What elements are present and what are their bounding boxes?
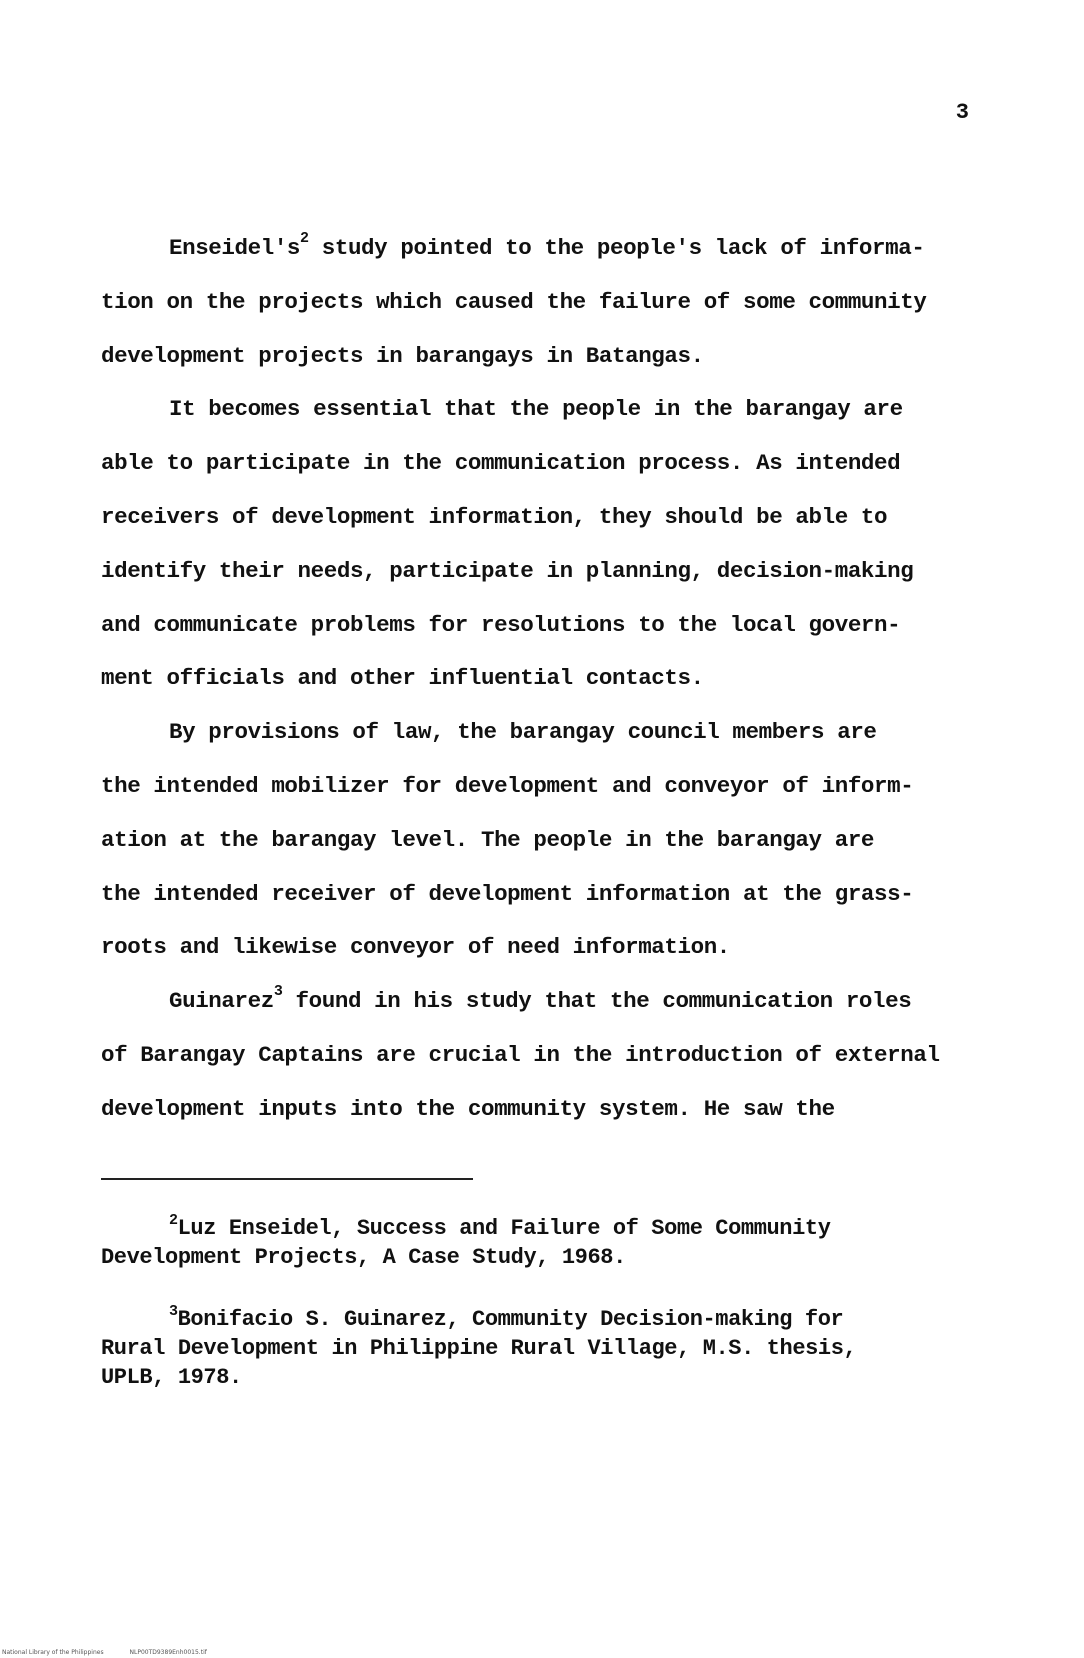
footnote-line: $^3$Bonifacio S. Guinarez, Community Decision-making for xyxy=(169,1303,844,1332)
text-line: By provisions of law, the barangay council members are xyxy=(169,719,877,746)
footnote-ref-3: 3 xyxy=(273,983,283,1001)
footnote-line: $^2$Luz Enseidel, Success and Failure of Some Community xyxy=(169,1212,831,1241)
footnote-3 xyxy=(101,1305,981,1392)
text-line: ation at the barangay level. The people in the barangay are xyxy=(101,826,875,853)
scan-footer xyxy=(2,1649,207,1656)
paragraph-3 xyxy=(101,706,981,975)
footnote-line: UPLB, 1978. xyxy=(101,1365,242,1390)
text-line: receivers of development information, they should be able to xyxy=(101,503,888,530)
scan-library: National Library of the Philippines xyxy=(2,1649,104,1656)
text-line: the intended receiver of development information at the grass- xyxy=(101,880,914,907)
paragraph-4 xyxy=(101,975,981,1136)
text-line: able to participate in the communication process. As intended xyxy=(101,450,901,477)
text-line: identify their needs, participate in planning, decision-making xyxy=(101,557,914,584)
text-line: of Barangay Captains are crucial in the introduction of external xyxy=(101,1041,940,1068)
footnote-line: Rural Development in Philippine Rural Village, M.S. thesis, xyxy=(101,1336,857,1361)
text-line: It becomes essential that the people in the barangay are xyxy=(169,396,903,423)
footnote-rule xyxy=(101,1178,473,1180)
scan-file-id: NLP00TD9389Enh0015.tif xyxy=(129,1649,207,1656)
paragraph-1 xyxy=(101,222,981,383)
footnote-ref-2: 2 xyxy=(300,230,309,247)
text-line: Guinarez$^3$ found in his study that the communication roles xyxy=(169,983,912,1015)
paragraph-2 xyxy=(101,383,981,706)
text-line: roots and likewise conveyor of need information. xyxy=(101,934,730,961)
footnote-marker: 2 xyxy=(169,1212,178,1229)
text-line: development projects in barangays in Batangas. xyxy=(101,342,704,369)
body-text xyxy=(101,222,981,1137)
text-line: and communicate problems for resolutions to the local govern- xyxy=(101,611,901,638)
text-line: ment officials and other influential contacts. xyxy=(101,665,704,692)
footnote-marker: 3 xyxy=(169,1303,178,1320)
footnotes xyxy=(101,1214,981,1425)
text-line: development inputs into the community system. He saw the xyxy=(101,1095,835,1122)
footnote-line: Development Projects, A Case Study, 1968. xyxy=(101,1245,626,1270)
text-line: tion on the projects which caused the failure of some community xyxy=(101,288,927,315)
text-line: $Enseidel's^2$ study pointed to the people's lack of informa- xyxy=(169,230,925,261)
text-line: the intended mobilizer for development and conveyor of inform- xyxy=(101,772,914,799)
page-number: 3 xyxy=(955,100,969,125)
footnote-2 xyxy=(101,1214,981,1272)
